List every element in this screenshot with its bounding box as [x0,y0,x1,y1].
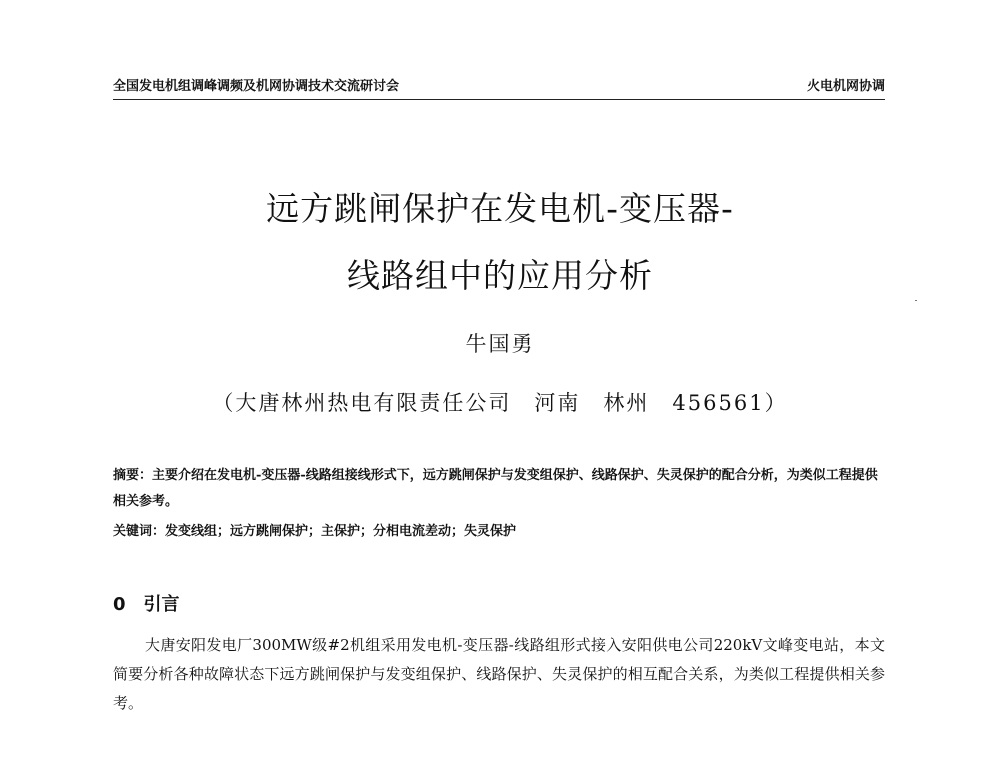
header-conference-name: 全国发电机组调峰调频及机网协调技术交流研讨会 [113,79,400,94]
header-section-name: 火电机网协调 [806,79,885,94]
scan-speck [915,300,917,301]
running-header [113,77,885,100]
body-paragraph: 大唐安阳发电厂300MW级#2机组采用发电机-变压器-线路组形式接入安阳供电公司220kV文峰变电站，本文简要分析各种故障状态下远方跳闸保护与发变组保护、线路保护、失灵保护的相互配合关系，为类似工程提供相关参考。 [113,636,885,712]
keywords [113,519,885,545]
author-affiliation: （大唐林州热电有限责任公司 河南 林州 456561） [212,391,788,415]
abstract-text: 主要介绍在发电机-变压器-线路组接线形式下，远方跳闸保护与发变组保护、线路保护、失灵保护的配合分析，为类似工程提供相关参考。 [113,468,878,509]
section-heading-introduction [113,590,180,616]
section-title: 引言 [143,594,180,615]
abstract-label: 摘要： [113,468,153,483]
paper-title-line-1: 远方跳闸保护在发电机-变压器- [266,189,734,228]
author-name: 牛国勇 [465,332,535,356]
abstract [113,463,885,515]
paper-title-line-2: 线路组中的应用分析 [347,256,653,295]
keywords-text: 发变线组；远方跳闸保护；主保护；分相电流差动；失灵保护 [165,524,517,539]
keywords-label: 关键词： [113,524,166,539]
section-number: 0 [113,594,126,615]
